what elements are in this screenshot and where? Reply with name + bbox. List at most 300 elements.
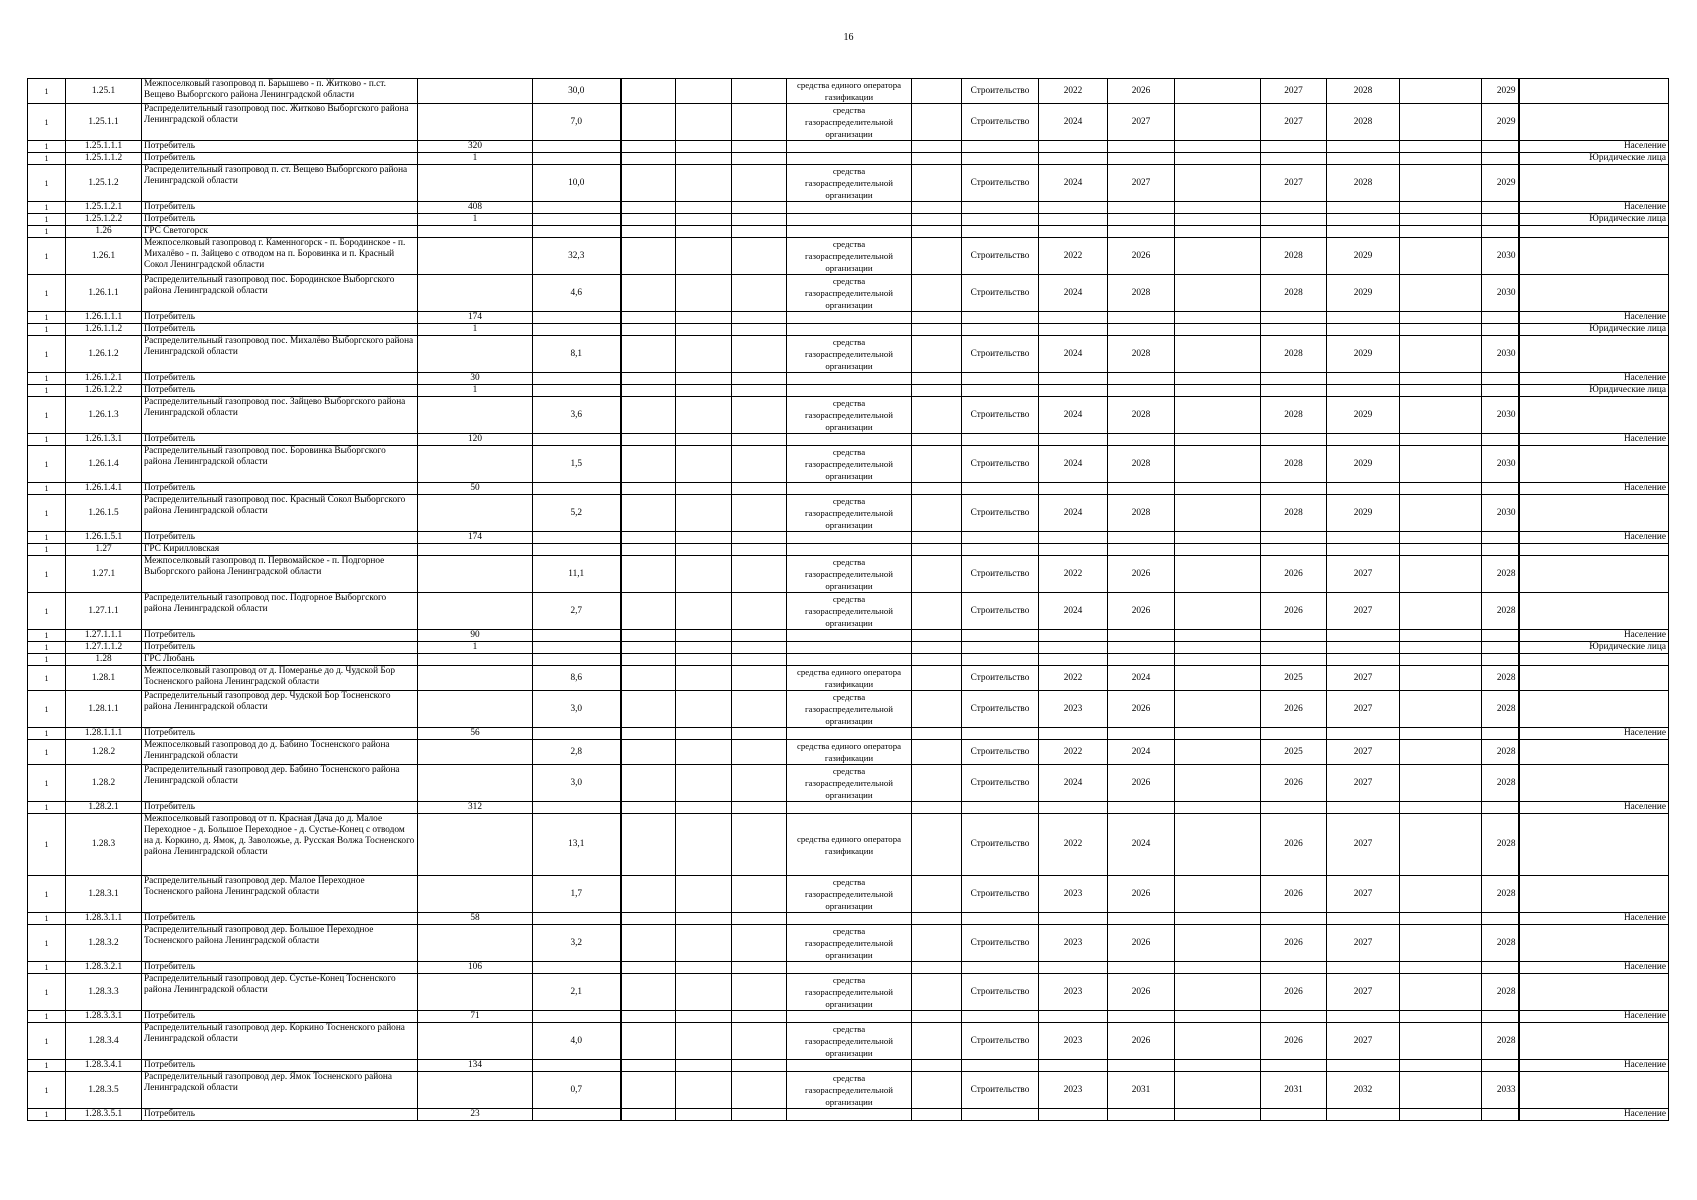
empty-cell: [676, 141, 732, 153]
funding-source-cell: [787, 1060, 912, 1072]
work-type-cell: [962, 226, 1039, 238]
start-year-cell: [1039, 728, 1108, 740]
funding-source-cell: [787, 153, 912, 165]
consumers-count-cell: [418, 666, 533, 691]
table-row: [28, 434, 1669, 446]
empty-cell: [732, 1011, 787, 1023]
level-cell: 1: [28, 385, 66, 397]
funding-source-cell: средства газораспределительной организации: [787, 1023, 912, 1060]
empty-cell: [1400, 397, 1482, 434]
name-cell: Распределительный газопровод пос. Михалёво Выборгского района Ленинградской области: [142, 336, 418, 373]
year-cell: [1327, 324, 1400, 336]
table-row: [28, 495, 1669, 532]
empty-cell: [621, 740, 676, 765]
year-cell: 2027: [1327, 765, 1400, 802]
level-cell: 1: [28, 238, 66, 275]
end-year-cell: [1108, 1060, 1175, 1072]
empty-cell: [1400, 1060, 1482, 1072]
end-year-cell: [1108, 1011, 1175, 1023]
empty-cell: [732, 275, 787, 312]
work-type-cell: [962, 913, 1039, 925]
code-cell: 1.26.1.4.1: [66, 483, 142, 495]
level-cell: 1: [28, 1023, 66, 1060]
empty-cell: [912, 446, 962, 483]
year-cell: [1261, 153, 1327, 165]
end-year-cell: [1108, 373, 1175, 385]
length-cell: 2,7: [533, 593, 621, 630]
start-year-cell: 2022: [1039, 740, 1108, 765]
funding-source-cell: [787, 373, 912, 385]
table-row: [28, 728, 1669, 740]
table-row: [28, 1023, 1669, 1060]
consumers-count-cell: 1: [418, 214, 533, 226]
year-cell: [1261, 728, 1327, 740]
code-cell: 1.28.3.4: [66, 1023, 142, 1060]
length-cell: [533, 153, 621, 165]
empty-cell: [1175, 238, 1261, 275]
consumer-type-cell: [1519, 495, 1669, 532]
year-cell: 2028: [1482, 593, 1519, 630]
year-cell: 2029: [1482, 104, 1519, 141]
empty-cell: [676, 913, 732, 925]
work-type-cell: Строительство: [962, 104, 1039, 141]
code-cell: 1.26.1.5.1: [66, 532, 142, 544]
year-cell: [1482, 373, 1519, 385]
work-type-cell: Строительство: [962, 446, 1039, 483]
consumer-type-cell: [1519, 544, 1669, 556]
empty-cell: [1175, 141, 1261, 153]
code-cell: 1.28.3.3: [66, 974, 142, 1011]
start-year-cell: [1039, 385, 1108, 397]
code-cell: 1.28.3.2: [66, 925, 142, 962]
table-row: [28, 385, 1669, 397]
empty-cell: [1400, 141, 1482, 153]
year-cell: [1482, 532, 1519, 544]
length-cell: 4,6: [533, 275, 621, 312]
code-cell: 1.28.1.1: [66, 691, 142, 728]
level-cell: 1: [28, 974, 66, 1011]
empty-cell: [732, 666, 787, 691]
length-cell: [533, 1109, 621, 1121]
table-row: [28, 974, 1669, 1011]
end-year-cell: 2027: [1108, 165, 1175, 202]
start-year-cell: 2024: [1039, 446, 1108, 483]
empty-cell: [676, 556, 732, 593]
empty-cell: [732, 814, 787, 876]
length-cell: [533, 214, 621, 226]
consumers-count-cell: 408: [418, 202, 533, 214]
empty-cell: [1400, 691, 1482, 728]
consumers-count-cell: 50: [418, 483, 533, 495]
end-year-cell: 2026: [1108, 925, 1175, 962]
empty-cell: [676, 434, 732, 446]
level-cell: 1: [28, 141, 66, 153]
empty-cell: [621, 324, 676, 336]
year-cell: 2027: [1327, 556, 1400, 593]
empty-cell: [732, 1023, 787, 1060]
consumer-type-cell: Юридические лица: [1519, 214, 1669, 226]
length-cell: [533, 654, 621, 666]
empty-cell: [1175, 165, 1261, 202]
empty-cell: [621, 962, 676, 974]
consumer-type-cell: [1519, 654, 1669, 666]
consumer-type-cell: Население: [1519, 802, 1669, 814]
empty-cell: [912, 397, 962, 434]
empty-cell: [621, 434, 676, 446]
year-cell: [1482, 226, 1519, 238]
funding-source-cell: средства газораспределительной организации: [787, 275, 912, 312]
empty-cell: [1400, 153, 1482, 165]
empty-cell: [732, 397, 787, 434]
length-cell: 2,1: [533, 974, 621, 1011]
table-row: [28, 925, 1669, 962]
empty-cell: [1400, 1109, 1482, 1121]
empty-cell: [732, 153, 787, 165]
level-cell: 1: [28, 1011, 66, 1023]
empty-cell: [1175, 434, 1261, 446]
empty-cell: [732, 385, 787, 397]
funding-source-cell: [787, 642, 912, 654]
end-year-cell: [1108, 728, 1175, 740]
year-cell: 2027: [1261, 79, 1327, 104]
code-cell: 1.27: [66, 544, 142, 556]
code-cell: 1.28.2: [66, 740, 142, 765]
year-cell: [1327, 630, 1400, 642]
empty-cell: [732, 165, 787, 202]
level-cell: 1: [28, 483, 66, 495]
length-cell: 0,7: [533, 1072, 621, 1109]
year-cell: 2026: [1261, 814, 1327, 876]
end-year-cell: [1108, 226, 1175, 238]
empty-cell: [732, 434, 787, 446]
funding-source-cell: средства газораспределительной организации: [787, 165, 912, 202]
code-cell: 1.25.1.1: [66, 104, 142, 141]
empty-cell: [676, 1072, 732, 1109]
year-cell: [1327, 654, 1400, 666]
empty-cell: [1400, 312, 1482, 324]
year-cell: 2028: [1482, 925, 1519, 962]
year-cell: [1482, 913, 1519, 925]
empty-cell: [1400, 385, 1482, 397]
funding-source-cell: [787, 226, 912, 238]
year-cell: 2027: [1327, 691, 1400, 728]
start-year-cell: 2022: [1039, 666, 1108, 691]
empty-cell: [676, 765, 732, 802]
end-year-cell: 2024: [1108, 666, 1175, 691]
funding-source-cell: средства единого оператора газификации: [787, 79, 912, 104]
empty-cell: [1400, 495, 1482, 532]
start-year-cell: [1039, 483, 1108, 495]
work-type-cell: [962, 654, 1039, 666]
work-type-cell: [962, 373, 1039, 385]
funding-source-cell: средства единого оператора газификации: [787, 666, 912, 691]
table-row: [28, 765, 1669, 802]
year-cell: [1261, 385, 1327, 397]
name-cell: Распределительный газопровод дер. Бабино Тосненского района Ленинградской области: [142, 765, 418, 802]
start-year-cell: 2023: [1039, 691, 1108, 728]
table-row: [28, 202, 1669, 214]
name-cell: Распределительный газопровод пос. Зайцево Выборгского района Ленинградской области: [142, 397, 418, 434]
empty-cell: [676, 336, 732, 373]
year-cell: [1482, 630, 1519, 642]
empty-cell: [1400, 728, 1482, 740]
empty-cell: [621, 728, 676, 740]
name-cell: Потребитель: [142, 962, 418, 974]
empty-cell: [676, 532, 732, 544]
empty-cell: [912, 214, 962, 226]
year-cell: 2029: [1327, 275, 1400, 312]
code-cell: 1.28.1.1.1: [66, 728, 142, 740]
name-cell: Потребитель: [142, 630, 418, 642]
empty-cell: [1400, 974, 1482, 1011]
work-type-cell: Строительство: [962, 691, 1039, 728]
end-year-cell: 2028: [1108, 397, 1175, 434]
funding-source-cell: средства газораспределительной организации: [787, 336, 912, 373]
consumer-type-cell: [1519, 238, 1669, 275]
gasification-schedule-table: [27, 78, 1669, 1121]
end-year-cell: 2027: [1108, 104, 1175, 141]
consumers-count-cell: 90: [418, 630, 533, 642]
consumers-count-cell: [418, 446, 533, 483]
name-cell: Потребитель: [142, 312, 418, 324]
name-cell: ГРС Любань: [142, 654, 418, 666]
empty-cell: [621, 336, 676, 373]
empty-cell: [1175, 1109, 1261, 1121]
length-cell: [533, 202, 621, 214]
year-cell: [1327, 544, 1400, 556]
funding-source-cell: средства газораспределительной организации: [787, 593, 912, 630]
consumer-type-cell: Население: [1519, 1060, 1669, 1072]
work-type-cell: [962, 153, 1039, 165]
year-cell: 2027: [1327, 925, 1400, 962]
empty-cell: [676, 691, 732, 728]
empty-cell: [732, 642, 787, 654]
consumers-count-cell: [418, 104, 533, 141]
year-cell: [1327, 312, 1400, 324]
empty-cell: [676, 165, 732, 202]
length-cell: 32,3: [533, 238, 621, 275]
code-cell: 1.27.1.1: [66, 593, 142, 630]
consumers-count-cell: [418, 740, 533, 765]
level-cell: 1: [28, 802, 66, 814]
funding-source-cell: [787, 802, 912, 814]
empty-cell: [621, 397, 676, 434]
empty-cell: [732, 312, 787, 324]
length-cell: 1,7: [533, 876, 621, 913]
year-cell: 2028: [1482, 556, 1519, 593]
name-cell: Потребитель: [142, 913, 418, 925]
funding-source-cell: [787, 214, 912, 226]
empty-cell: [1175, 275, 1261, 312]
year-cell: 2028: [1482, 666, 1519, 691]
work-type-cell: Строительство: [962, 238, 1039, 275]
consumers-count-cell: 71: [418, 1011, 533, 1023]
table-row: [28, 1011, 1669, 1023]
year-cell: 2028: [1261, 446, 1327, 483]
code-cell: 1.25.1: [66, 79, 142, 104]
level-cell: 1: [28, 336, 66, 373]
end-year-cell: [1108, 532, 1175, 544]
empty-cell: [732, 593, 787, 630]
code-cell: 1.27.1.1.1: [66, 630, 142, 642]
empty-cell: [732, 556, 787, 593]
empty-cell: [621, 214, 676, 226]
funding-source-cell: средства единого оператора газификации: [787, 814, 912, 876]
empty-cell: [912, 324, 962, 336]
empty-cell: [1175, 214, 1261, 226]
year-cell: 2027: [1261, 165, 1327, 202]
funding-source-cell: средства газораспределительной организации: [787, 556, 912, 593]
code-cell: 1.25.1.2.1: [66, 202, 142, 214]
consumers-count-cell: 30: [418, 373, 533, 385]
consumers-count-cell: [418, 925, 533, 962]
year-cell: 2029: [1327, 397, 1400, 434]
empty-cell: [621, 593, 676, 630]
year-cell: [1261, 1060, 1327, 1072]
level-cell: 1: [28, 913, 66, 925]
consumer-type-cell: Население: [1519, 913, 1669, 925]
empty-cell: [1175, 802, 1261, 814]
empty-cell: [732, 104, 787, 141]
level-cell: 1: [28, 397, 66, 434]
level-cell: 1: [28, 544, 66, 556]
consumers-count-cell: 174: [418, 532, 533, 544]
name-cell: Потребитель: [142, 373, 418, 385]
consumer-type-cell: [1519, 1072, 1669, 1109]
name-cell: Потребитель: [142, 532, 418, 544]
year-cell: [1482, 728, 1519, 740]
name-cell: Потребитель: [142, 324, 418, 336]
work-type-cell: [962, 214, 1039, 226]
start-year-cell: [1039, 962, 1108, 974]
empty-cell: [1175, 532, 1261, 544]
funding-source-cell: [787, 202, 912, 214]
length-cell: [533, 141, 621, 153]
consumer-type-cell: [1519, 974, 1669, 1011]
level-cell: 1: [28, 642, 66, 654]
empty-cell: [621, 1109, 676, 1121]
end-year-cell: 2026: [1108, 765, 1175, 802]
year-cell: 2028: [1482, 765, 1519, 802]
year-cell: 2026: [1261, 925, 1327, 962]
empty-cell: [676, 275, 732, 312]
name-cell: Распределительный газопровод дер. Ямок Тосненского района Ленинградской области: [142, 1072, 418, 1109]
empty-cell: [1175, 226, 1261, 238]
start-year-cell: 2024: [1039, 593, 1108, 630]
consumer-type-cell: [1519, 876, 1669, 913]
funding-source-cell: [787, 654, 912, 666]
level-cell: 1: [28, 79, 66, 104]
empty-cell: [621, 153, 676, 165]
empty-cell: [1400, 544, 1482, 556]
empty-cell: [912, 974, 962, 1011]
year-cell: [1482, 802, 1519, 814]
level-cell: 1: [28, 962, 66, 974]
level-cell: 1: [28, 740, 66, 765]
empty-cell: [1175, 925, 1261, 962]
work-type-cell: Строительство: [962, 974, 1039, 1011]
year-cell: 2026: [1261, 593, 1327, 630]
empty-cell: [1175, 324, 1261, 336]
end-year-cell: [1108, 913, 1175, 925]
code-cell: 1.28.2: [66, 765, 142, 802]
start-year-cell: [1039, 226, 1108, 238]
name-cell: Потребитель: [142, 385, 418, 397]
year-cell: [1261, 1109, 1327, 1121]
empty-cell: [1400, 642, 1482, 654]
funding-source-cell: средства газораспределительной организации: [787, 925, 912, 962]
work-type-cell: Строительство: [962, 1023, 1039, 1060]
length-cell: [533, 728, 621, 740]
empty-cell: [732, 728, 787, 740]
table-row: [28, 642, 1669, 654]
end-year-cell: [1108, 202, 1175, 214]
code-cell: 1.28.3: [66, 814, 142, 876]
year-cell: 2030: [1482, 336, 1519, 373]
table-row: [28, 275, 1669, 312]
length-cell: [533, 913, 621, 925]
empty-cell: [732, 495, 787, 532]
empty-cell: [1400, 226, 1482, 238]
code-cell: 1.28.3.4.1: [66, 1060, 142, 1072]
year-cell: [1482, 642, 1519, 654]
code-cell: 1.28.3.2.1: [66, 962, 142, 974]
year-cell: [1261, 962, 1327, 974]
empty-cell: [732, 1109, 787, 1121]
empty-cell: [912, 642, 962, 654]
year-cell: 2028: [1482, 1023, 1519, 1060]
name-cell: ГРС Кирилловская: [142, 544, 418, 556]
name-cell: Распределительный газопровод пос. Подгорное Выборгского района Ленинградской области: [142, 593, 418, 630]
length-cell: 2,8: [533, 740, 621, 765]
year-cell: [1482, 202, 1519, 214]
empty-cell: [912, 434, 962, 446]
length-cell: 10,0: [533, 165, 621, 202]
code-cell: 1.27.1: [66, 556, 142, 593]
empty-cell: [1175, 483, 1261, 495]
empty-cell: [676, 974, 732, 1011]
table-row: [28, 226, 1669, 238]
empty-cell: [1175, 814, 1261, 876]
empty-cell: [1400, 925, 1482, 962]
empty-cell: [621, 666, 676, 691]
length-cell: 3,6: [533, 397, 621, 434]
empty-cell: [1175, 765, 1261, 802]
consumer-type-cell: [1519, 925, 1669, 962]
consumer-type-cell: Население: [1519, 1011, 1669, 1023]
year-cell: [1261, 544, 1327, 556]
end-year-cell: 2026: [1108, 876, 1175, 913]
empty-cell: [676, 544, 732, 556]
empty-cell: [621, 814, 676, 876]
length-cell: 7,0: [533, 104, 621, 141]
empty-cell: [912, 238, 962, 275]
empty-cell: [732, 630, 787, 642]
year-cell: [1482, 544, 1519, 556]
empty-cell: [912, 202, 962, 214]
empty-cell: [621, 544, 676, 556]
empty-cell: [1400, 336, 1482, 373]
empty-cell: [1400, 532, 1482, 544]
consumers-count-cell: 23: [418, 1109, 533, 1121]
empty-cell: [621, 802, 676, 814]
empty-cell: [732, 214, 787, 226]
level-cell: 1: [28, 226, 66, 238]
table-row: [28, 1060, 1669, 1072]
work-type-cell: Строительство: [962, 79, 1039, 104]
start-year-cell: [1039, 312, 1108, 324]
start-year-cell: [1039, 544, 1108, 556]
